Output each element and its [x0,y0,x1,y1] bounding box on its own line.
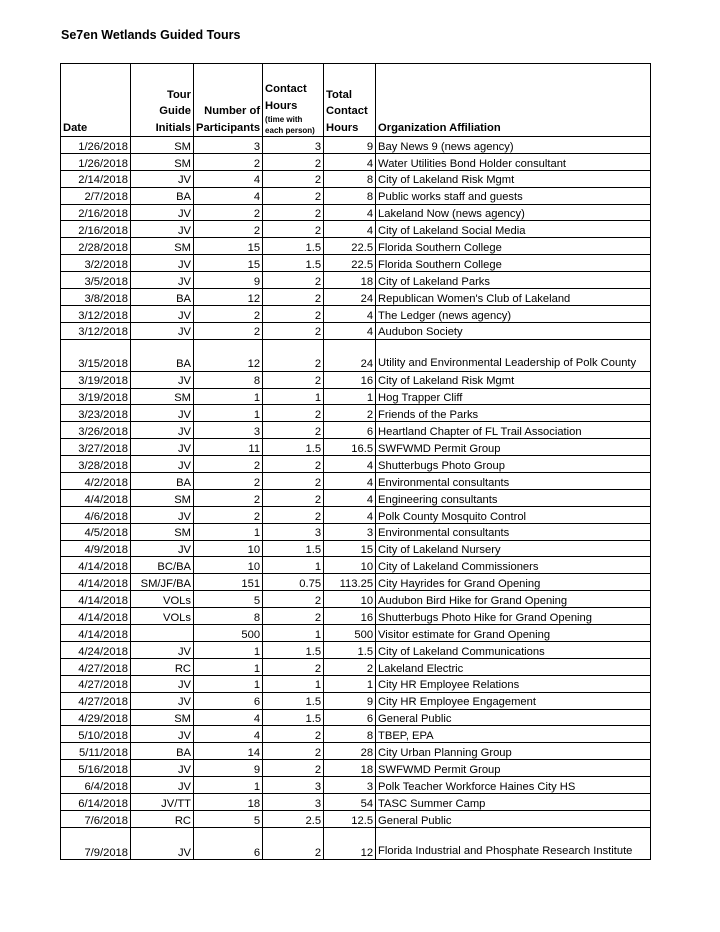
cell-guide: JV [131,170,194,187]
cell-contact-hours: 2 [263,272,324,289]
table-row [61,187,651,204]
cell-organization: Water Utilities Bond Holder consultant [376,153,651,170]
cell-organization: Florida Industrial and Phosphate Research Institute [376,827,651,859]
cell-date: 4/29/2018 [61,709,131,726]
cell-date: 4/14/2018 [61,625,131,642]
cell-total: 16 [324,371,376,388]
cell-date: 4/14/2018 [61,591,131,608]
cell-total: 4 [324,204,376,221]
cell-date: 2/28/2018 [61,238,131,255]
cell-organization: City of Lakeland Risk Mgmt [376,170,651,187]
cell-contact-hours: 1 [263,388,324,405]
cell-participants: 1 [194,405,263,422]
cell-total: 24 [324,339,376,371]
cell-participants: 5 [194,810,263,827]
table-row [61,506,651,523]
cell-total: 16.5 [324,439,376,456]
cell-organization: City Hayrides for Grand Opening [376,574,651,591]
cell-participants: 4 [194,187,263,204]
cell-guide: JV [131,221,194,238]
cell-organization: City of Lakeland Nursery [376,540,651,557]
cell-guide: SM [131,709,194,726]
cell-organization: Lakeland Now (news agency) [376,204,651,221]
cell-date: 3/28/2018 [61,456,131,473]
header-participants: Number of Participants [194,64,263,137]
cell-organization: TBEP, EPA [376,726,651,743]
cell-participants: 18 [194,793,263,810]
cell-participants: 9 [194,760,263,777]
cell-total: 10 [324,591,376,608]
cell-organization: Public works staff and guests [376,187,651,204]
cell-organization: Shutterbugs Photo Hike for Grand Opening [376,608,651,625]
cell-contact-hours: 3 [263,777,324,794]
tours-table [60,63,651,860]
table-row [61,371,651,388]
cell-date: 3/26/2018 [61,422,131,439]
cell-date: 3/15/2018 [61,339,131,371]
cell-guide: SM [131,523,194,540]
header-date: Date [61,64,131,137]
cell-participants: 2 [194,489,263,506]
cell-contact-hours: 3 [263,523,324,540]
cell-total: 2 [324,658,376,675]
cell-contact-hours: 2 [263,506,324,523]
cell-date: 1/26/2018 [61,153,131,170]
cell-total: 28 [324,743,376,760]
cell-date: 3/12/2018 [61,322,131,339]
cell-total: 15 [324,540,376,557]
cell-contact-hours: 1.5 [263,692,324,709]
cell-participants: 3 [194,137,263,154]
cell-participants: 1 [194,641,263,658]
table-row [61,339,651,371]
cell-contact-hours: 2 [263,305,324,322]
cell-date: 2/7/2018 [61,187,131,204]
cell-participants: 1 [194,523,263,540]
cell-guide: BA [131,187,194,204]
cell-participants: 3 [194,422,263,439]
cell-participants: 12 [194,339,263,371]
cell-contact-hours: 2 [263,371,324,388]
cell-participants: 4 [194,726,263,743]
cell-organization: City HR Employee Engagement [376,692,651,709]
cell-date: 2/14/2018 [61,170,131,187]
cell-contact-hours: 2 [263,726,324,743]
cell-date: 3/19/2018 [61,388,131,405]
cell-organization: General Public [376,810,651,827]
cell-participants: 8 [194,371,263,388]
table-row [61,405,651,422]
cell-date: 4/14/2018 [61,557,131,574]
cell-guide: JV [131,371,194,388]
cell-organization: City of Lakeland Social Media [376,221,651,238]
table-row [61,305,651,322]
cell-contact-hours: 2 [263,760,324,777]
cell-contact-hours: 3 [263,793,324,810]
cell-date: 3/19/2018 [61,371,131,388]
cell-participants: 1 [194,777,263,794]
cell-guide: JV [131,255,194,272]
cell-contact-hours: 2 [263,221,324,238]
cell-total: 1 [324,675,376,692]
cell-date: 4/6/2018 [61,506,131,523]
cell-participants: 5 [194,591,263,608]
cell-contact-hours: 2 [263,658,324,675]
cell-guide: JV [131,322,194,339]
cell-guide: JV [131,405,194,422]
table-row [61,591,651,608]
cell-participants: 6 [194,827,263,859]
cell-date: 4/14/2018 [61,608,131,625]
table-row [61,473,651,490]
cell-guide: JV [131,456,194,473]
cell-contact-hours: 2 [263,422,324,439]
cell-organization: Environmental consultants [376,523,651,540]
cell-date: 3/12/2018 [61,305,131,322]
cell-guide: BA [131,289,194,306]
cell-guide: SM [131,489,194,506]
cell-organization: Florida Southern College [376,238,651,255]
cell-date: 4/5/2018 [61,523,131,540]
cell-date: 1/26/2018 [61,137,131,154]
cell-organization: General Public [376,709,651,726]
cell-guide: VOLs [131,608,194,625]
cell-contact-hours: 2 [263,608,324,625]
table-row [61,574,651,591]
table-row [61,641,651,658]
cell-guide: JV [131,692,194,709]
cell-participants: 15 [194,238,263,255]
cell-date: 6/4/2018 [61,777,131,794]
header-organization: Organization Affiliation [376,64,651,137]
cell-contact-hours: 2 [263,591,324,608]
cell-guide: JV [131,827,194,859]
cell-total: 4 [324,305,376,322]
cell-participants: 11 [194,439,263,456]
table-row [61,827,651,859]
table-row [61,289,651,306]
cell-guide: RC [131,658,194,675]
cell-date: 3/27/2018 [61,439,131,456]
cell-contact-hours: 2 [263,322,324,339]
cell-total: 500 [324,625,376,642]
cell-organization: Engineering consultants [376,489,651,506]
table-row [61,658,651,675]
cell-guide [131,625,194,642]
cell-organization: City HR Employee Relations [376,675,651,692]
cell-total: 2 [324,405,376,422]
cell-participants: 500 [194,625,263,642]
cell-guide: SM [131,153,194,170]
header-tour-guide: Tour Guide Initials [131,64,194,137]
cell-organization: Environmental consultants [376,473,651,490]
cell-total: 6 [324,709,376,726]
cell-date: 5/10/2018 [61,726,131,743]
cell-contact-hours: 2 [263,405,324,422]
cell-organization: Shutterbugs Photo Group [376,456,651,473]
table-row [61,456,651,473]
cell-guide: JV [131,272,194,289]
cell-contact-hours: 1 [263,557,324,574]
table-header-row [61,64,651,137]
cell-date: 4/2/2018 [61,473,131,490]
cell-total: 113.25 [324,574,376,591]
cell-total: 22.5 [324,255,376,272]
cell-guide: VOLs [131,591,194,608]
cell-date: 4/14/2018 [61,574,131,591]
cell-guide: BA [131,743,194,760]
cell-participants: 2 [194,322,263,339]
cell-total: 4 [324,322,376,339]
cell-participants: 1 [194,388,263,405]
cell-total: 4 [324,506,376,523]
cell-contact-hours: 1.5 [263,439,324,456]
table-row [61,204,651,221]
cell-total: 8 [324,187,376,204]
table-row [61,523,651,540]
cell-contact-hours: 1.5 [263,238,324,255]
cell-guide: JV [131,760,194,777]
cell-contact-hours: 1.5 [263,540,324,557]
cell-total: 3 [324,523,376,540]
cell-guide: JV [131,540,194,557]
cell-date: 4/27/2018 [61,675,131,692]
cell-contact-hours: 2 [263,489,324,506]
table-row [61,726,651,743]
cell-contact-hours: 1 [263,675,324,692]
cell-total: 4 [324,473,376,490]
cell-organization: City of Lakeland Risk Mgmt [376,371,651,388]
cell-guide: JV [131,204,194,221]
table-row [61,388,651,405]
cell-participants: 6 [194,692,263,709]
cell-total: 8 [324,170,376,187]
cell-participants: 15 [194,255,263,272]
cell-date: 6/14/2018 [61,793,131,810]
cell-participants: 12 [194,289,263,306]
cell-organization: City of Lakeland Commissioners [376,557,651,574]
cell-organization: SWFWMD Permit Group [376,760,651,777]
table-row [61,675,651,692]
cell-date: 4/24/2018 [61,641,131,658]
cell-contact-hours: 2 [263,743,324,760]
cell-organization: City Urban Planning Group [376,743,651,760]
cell-organization: The Ledger (news agency) [376,305,651,322]
cell-date: 4/4/2018 [61,489,131,506]
cell-total: 24 [324,289,376,306]
cell-total: 4 [324,153,376,170]
table-row [61,238,651,255]
cell-organization: Polk County Mosquito Control [376,506,651,523]
cell-participants: 1 [194,675,263,692]
cell-total: 3 [324,777,376,794]
cell-contact-hours: 1 [263,625,324,642]
table-row [61,170,651,187]
cell-organization: Audubon Bird Hike for Grand Opening [376,591,651,608]
table-row [61,439,651,456]
cell-guide: BA [131,339,194,371]
table-row [61,709,651,726]
table-row [61,810,651,827]
cell-guide: JV [131,305,194,322]
cell-organization: SWFWMD Permit Group [376,439,651,456]
cell-participants: 151 [194,574,263,591]
cell-total: 22.5 [324,238,376,255]
cell-contact-hours: 2 [263,170,324,187]
cell-total: 12.5 [324,810,376,827]
cell-guide: JV [131,726,194,743]
cell-date: 2/16/2018 [61,204,131,221]
cell-date: 4/27/2018 [61,692,131,709]
document-title: Se7en Wetlands Guided Tours [61,28,241,42]
cell-contact-hours: 2 [263,187,324,204]
cell-total: 1 [324,388,376,405]
cell-date: 7/9/2018 [61,827,131,859]
cell-contact-hours: 1.5 [263,709,324,726]
cell-contact-hours: 2 [263,339,324,371]
table-row [61,255,651,272]
cell-total: 9 [324,137,376,154]
cell-contact-hours: 2 [263,153,324,170]
cell-total: 4 [324,221,376,238]
cell-participants: 4 [194,170,263,187]
cell-total: 6 [324,422,376,439]
cell-participants: 14 [194,743,263,760]
cell-guide: JV [131,506,194,523]
cell-date: 3/8/2018 [61,289,131,306]
table-row [61,422,651,439]
cell-guide: SM [131,137,194,154]
cell-date: 7/6/2018 [61,810,131,827]
cell-date: 4/9/2018 [61,540,131,557]
cell-date: 2/16/2018 [61,221,131,238]
cell-contact-hours: 0.75 [263,574,324,591]
cell-guide: JV [131,439,194,456]
cell-participants: 2 [194,204,263,221]
cell-total: 9 [324,692,376,709]
cell-organization: Florida Southern College [376,255,651,272]
table-row [61,692,651,709]
cell-guide: JV [131,777,194,794]
cell-participants: 2 [194,456,263,473]
cell-total: 18 [324,760,376,777]
cell-organization: City of Lakeland Parks [376,272,651,289]
table-row [61,557,651,574]
cell-total: 8 [324,726,376,743]
cell-participants: 10 [194,540,263,557]
cell-participants: 2 [194,506,263,523]
cell-participants: 8 [194,608,263,625]
cell-date: 3/23/2018 [61,405,131,422]
table-row [61,793,651,810]
cell-total: 12 [324,827,376,859]
cell-guide: BC/BA [131,557,194,574]
table-row [61,760,651,777]
cell-guide: JV [131,422,194,439]
cell-guide: SM [131,388,194,405]
cell-organization: Heartland Chapter of FL Trail Association [376,422,651,439]
cell-organization: Friends of the Parks [376,405,651,422]
cell-guide: SM [131,238,194,255]
cell-participants: 2 [194,153,263,170]
table-row [61,137,651,154]
cell-contact-hours: 2.5 [263,810,324,827]
table-row [61,272,651,289]
cell-contact-hours: 2 [263,204,324,221]
table-row [61,221,651,238]
cell-total: 16 [324,608,376,625]
cell-participants: 10 [194,557,263,574]
cell-contact-hours: 2 [263,456,324,473]
table-row [61,489,651,506]
table-row [61,153,651,170]
cell-organization: Utility and Environmental Leadership of Polk County [376,339,651,371]
cell-contact-hours: 1.5 [263,641,324,658]
cell-guide: BA [131,473,194,490]
cell-participants: 2 [194,221,263,238]
cell-guide: RC [131,810,194,827]
cell-organization: TASC Summer Camp [376,793,651,810]
cell-participants: 2 [194,473,263,490]
header-contact-hours: Contact Hours (time with each person) [263,64,324,137]
table-row [61,608,651,625]
cell-date: 5/11/2018 [61,743,131,760]
cell-date: 3/2/2018 [61,255,131,272]
cell-total: 4 [324,456,376,473]
cell-organization: Lakeland Electric [376,658,651,675]
cell-participants: 4 [194,709,263,726]
table-row [61,743,651,760]
cell-guide: JV [131,675,194,692]
cell-organization: Hog Trapper Cliff [376,388,651,405]
cell-total: 1.5 [324,641,376,658]
cell-date: 3/5/2018 [61,272,131,289]
cell-organization: Audubon Society [376,322,651,339]
header-total-contact-hours: Total Contact Hours [324,64,376,137]
table-row [61,625,651,642]
cell-participants: 9 [194,272,263,289]
table-row [61,322,651,339]
cell-date: 4/27/2018 [61,658,131,675]
cell-organization: Visitor estimate for Grand Opening [376,625,651,642]
cell-contact-hours: 2 [263,473,324,490]
cell-contact-hours: 3 [263,137,324,154]
cell-participants: 1 [194,658,263,675]
cell-date: 5/16/2018 [61,760,131,777]
table-row [61,540,651,557]
cell-contact-hours: 1.5 [263,255,324,272]
cell-total: 54 [324,793,376,810]
table-row [61,777,651,794]
cell-organization: City of Lakeland Communications [376,641,651,658]
cell-organization: Polk Teacher Workforce Haines City HS [376,777,651,794]
cell-total: 18 [324,272,376,289]
cell-contact-hours: 2 [263,827,324,859]
cell-guide: JV/TT [131,793,194,810]
cell-total: 4 [324,489,376,506]
cell-participants: 2 [194,305,263,322]
cell-total: 10 [324,557,376,574]
cell-organization: Bay News 9 (news agency) [376,137,651,154]
cell-organization: Republican Women's Club of Lakeland [376,289,651,306]
cell-guide: JV [131,641,194,658]
cell-contact-hours: 2 [263,289,324,306]
cell-guide: SM/JF/BA [131,574,194,591]
